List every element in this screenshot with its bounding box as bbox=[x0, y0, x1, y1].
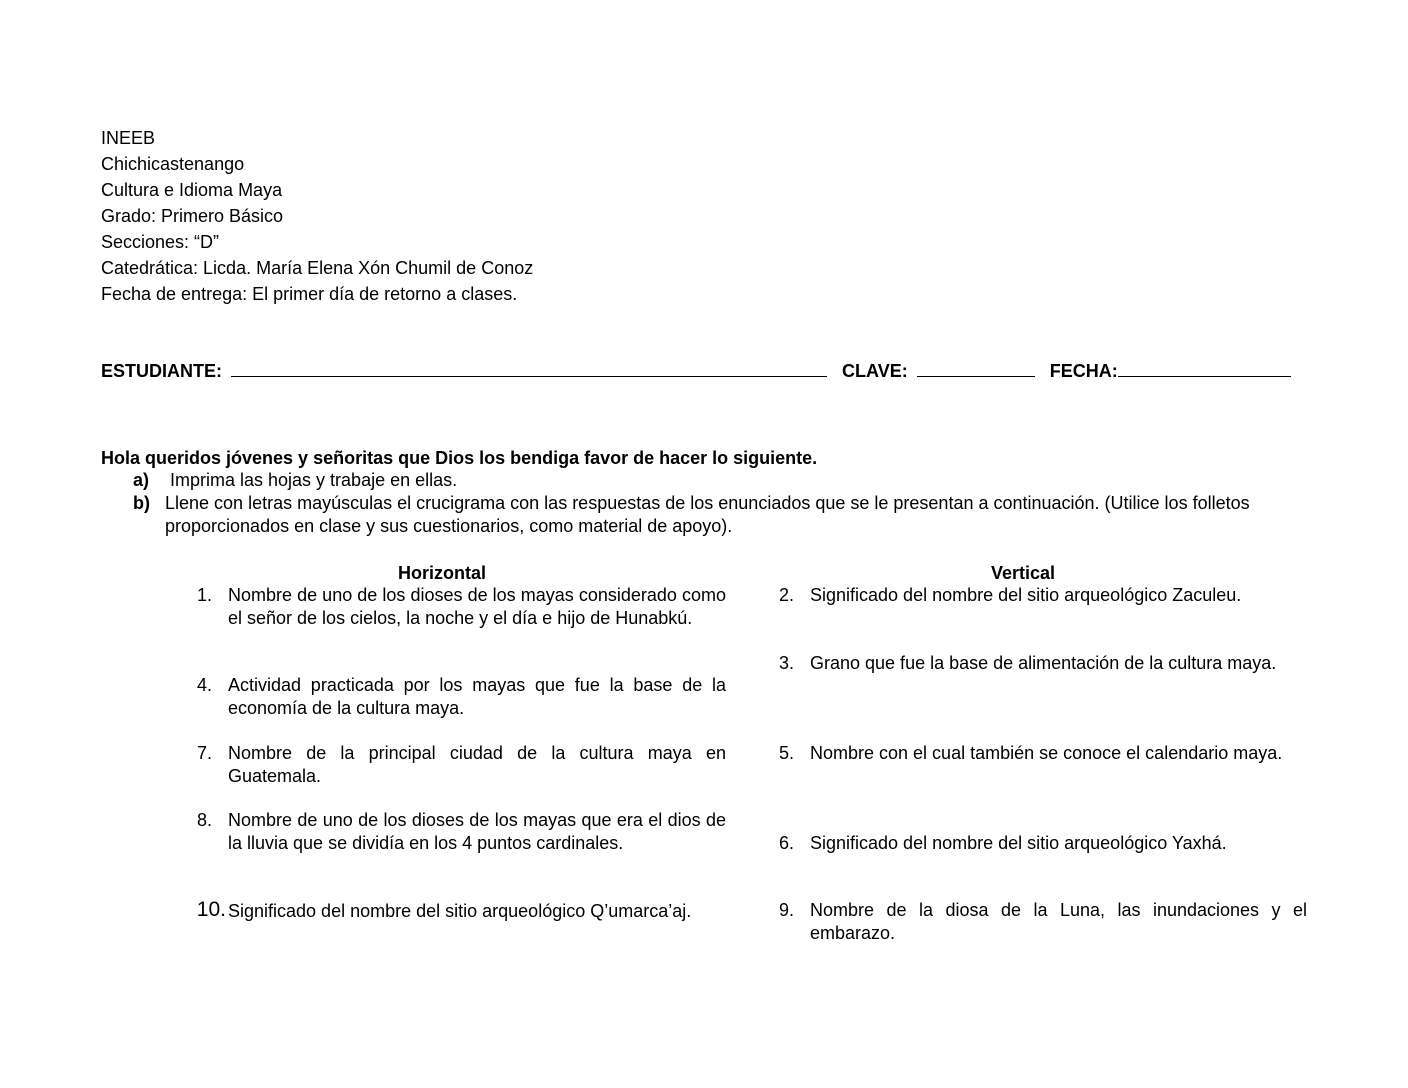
sections-line: Secciones: “D” bbox=[101, 232, 220, 252]
instruction-text: Llene con letras mayúsculas el crucigrama con las respuestas de los enunciados que se le presentan a continuación. (Utilice los folletos proporcionados en clase y sus cuestionarios, como material de apoyo). bbox=[165, 493, 1250, 536]
vertical-clue bbox=[766, 742, 1307, 765]
clue-number: 2. bbox=[778, 585, 794, 605]
horizontal-title: Horizontal bbox=[398, 563, 486, 583]
clue-text: Nombre de uno de los dioses de los mayas considerado como el señor de los cielos, la noche y el día e hijo de Hunabkú. bbox=[228, 585, 726, 628]
clave-label: CLAVE: bbox=[842, 361, 908, 381]
vertical-clue bbox=[766, 652, 1307, 675]
clue-number: 9. bbox=[778, 900, 794, 920]
horizontal-clue bbox=[184, 809, 726, 855]
horizontal-clue bbox=[184, 674, 726, 720]
instruction-item bbox=[133, 492, 1293, 538]
instruction-text: Imprima las hojas y trabaje en ellas. bbox=[170, 470, 458, 490]
clue-number: 1. bbox=[196, 585, 212, 605]
clue-text: Nombre de uno de los dioses de los mayas que era el dios de la lluvia que se dividía en los 4 puntos cardinales. bbox=[228, 810, 726, 853]
student-name-blank[interactable] bbox=[231, 358, 827, 377]
instruction-label: a) bbox=[133, 470, 150, 490]
clue-text: Actividad practicada por los mayas que fue la base de la economía de la cultura maya. bbox=[228, 675, 726, 718]
clue-text: Significado del nombre del sitio arqueológico Q’umarca’aj. bbox=[228, 901, 692, 921]
horizontal-clue bbox=[184, 742, 726, 788]
clue-number: 10. bbox=[196, 898, 226, 921]
course-name: Cultura e Idioma Maya bbox=[101, 180, 283, 200]
institution-name: INEEB bbox=[101, 128, 156, 148]
greeting-text: Hola queridos jóvenes y señoritas que Dios los bendiga favor de hacer lo siguiente. bbox=[101, 448, 818, 468]
clue-text: Significado del nombre del sitio arqueológico Zaculeu. bbox=[810, 585, 1242, 605]
clue-number: 4. bbox=[196, 675, 212, 695]
student-label: ESTUDIANTE: bbox=[101, 361, 222, 381]
due-date-line: Fecha de entrega: El primer día de retorno a clases. bbox=[101, 284, 518, 304]
fecha-blank[interactable] bbox=[1118, 358, 1291, 377]
fecha-label: FECHA: bbox=[1049, 361, 1118, 381]
clue-number: 3. bbox=[778, 653, 794, 673]
clue-text: Grano que fue la base de alimentación de la cultura maya. bbox=[810, 653, 1277, 673]
instruction-item bbox=[133, 469, 1293, 492]
grade-line: Grado: Primero Básico bbox=[101, 206, 284, 226]
vertical-clue bbox=[766, 899, 1307, 945]
clue-text: Nombre de la diosa de la Luna, las inundaciones y el embarazo. bbox=[810, 900, 1307, 943]
clue-text: Nombre de la principal ciudad de la cultura maya en Guatemala. bbox=[228, 743, 726, 786]
clue-number: 8. bbox=[196, 810, 212, 830]
horizontal-clue bbox=[184, 584, 726, 630]
clue-text: Significado del nombre del sitio arqueológico Yaxhá. bbox=[810, 833, 1227, 853]
clue-number: 6. bbox=[778, 833, 794, 853]
vertical-clue bbox=[766, 832, 1307, 855]
clave-blank[interactable] bbox=[917, 358, 1035, 377]
horizontal-clue bbox=[184, 900, 726, 923]
document-header bbox=[101, 125, 533, 307]
vertical-title: Vertical bbox=[991, 563, 1056, 583]
student-info-line bbox=[101, 358, 1291, 383]
town-name: Chichicastenango bbox=[101, 154, 245, 174]
vertical-clue bbox=[766, 584, 1307, 607]
teacher-line: Catedrática: Licda. María Elena Xón Chumil de Conoz bbox=[101, 258, 534, 278]
clue-number: 7. bbox=[196, 743, 212, 763]
instruction-label: b) bbox=[133, 493, 150, 513]
clue-number: 5. bbox=[778, 743, 794, 763]
clue-text: Nombre con el cual también se conoce el calendario maya. bbox=[810, 743, 1283, 763]
